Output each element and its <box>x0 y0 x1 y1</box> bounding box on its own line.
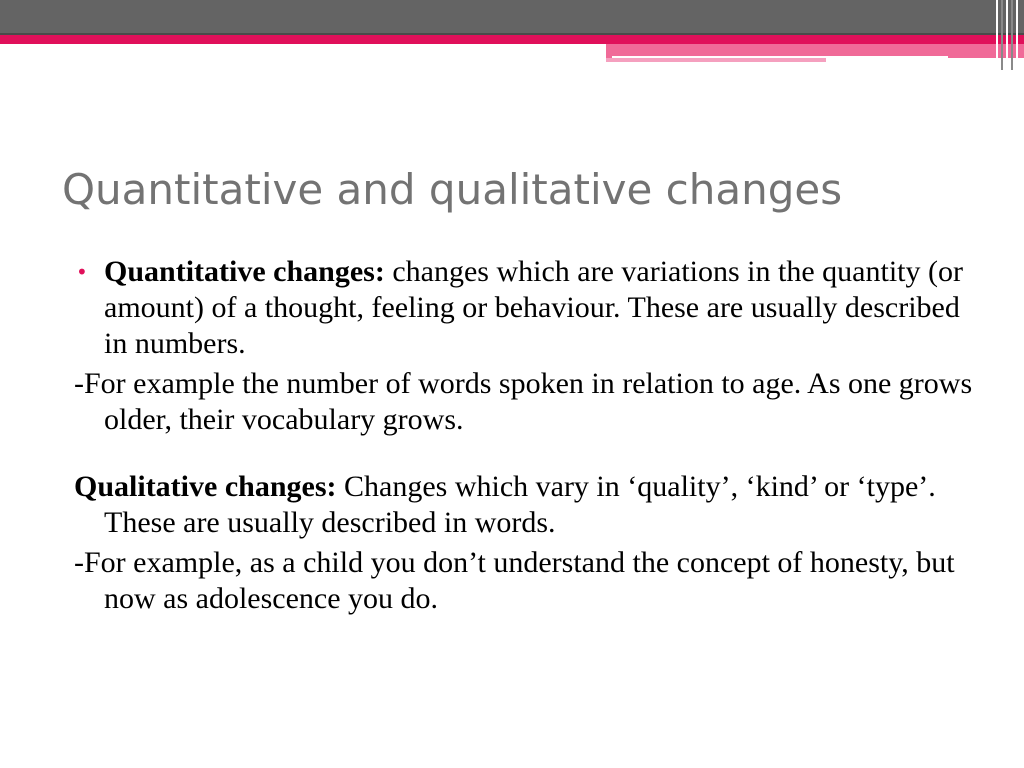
slide-body <box>74 254 974 617</box>
qualitative-term: Qualitative changes: <box>74 470 337 503</box>
accent-divider-line <box>612 56 948 58</box>
accent-stripe-tail <box>606 58 826 62</box>
qualitative-text: Changes which vary in ‘quality’, ‘kind’ or ‘type’. These are usually described in words. <box>104 470 936 539</box>
qualitative-definition <box>74 469 974 541</box>
edge-stripe <box>1006 0 1008 70</box>
quantitative-text: changes which are variations in the quantity (or amount) of a thought, feeling or behaviour. These are usually described in numbers. <box>104 255 963 360</box>
qualitative-example: -For example, as a child you don’t understand the concept of honesty, but now as adolescence you do. <box>74 546 955 615</box>
edge-stripe <box>1001 0 1003 70</box>
header-band <box>0 0 1024 34</box>
quantitative-definition <box>74 254 974 362</box>
edge-stripe <box>1016 0 1018 70</box>
accent-stripe <box>0 35 1024 44</box>
edge-stripe <box>1011 0 1013 70</box>
bullet-dot-icon: • <box>76 260 88 284</box>
quantitative-term: Quantitative changes: <box>104 255 385 288</box>
edge-stripe <box>996 0 998 70</box>
slide-title: Quantitative and qualitative changes <box>62 165 843 214</box>
quantitative-example: -For example the number of words spoken in relation to age. As one grows older, their vocabulary grows. <box>74 367 973 436</box>
